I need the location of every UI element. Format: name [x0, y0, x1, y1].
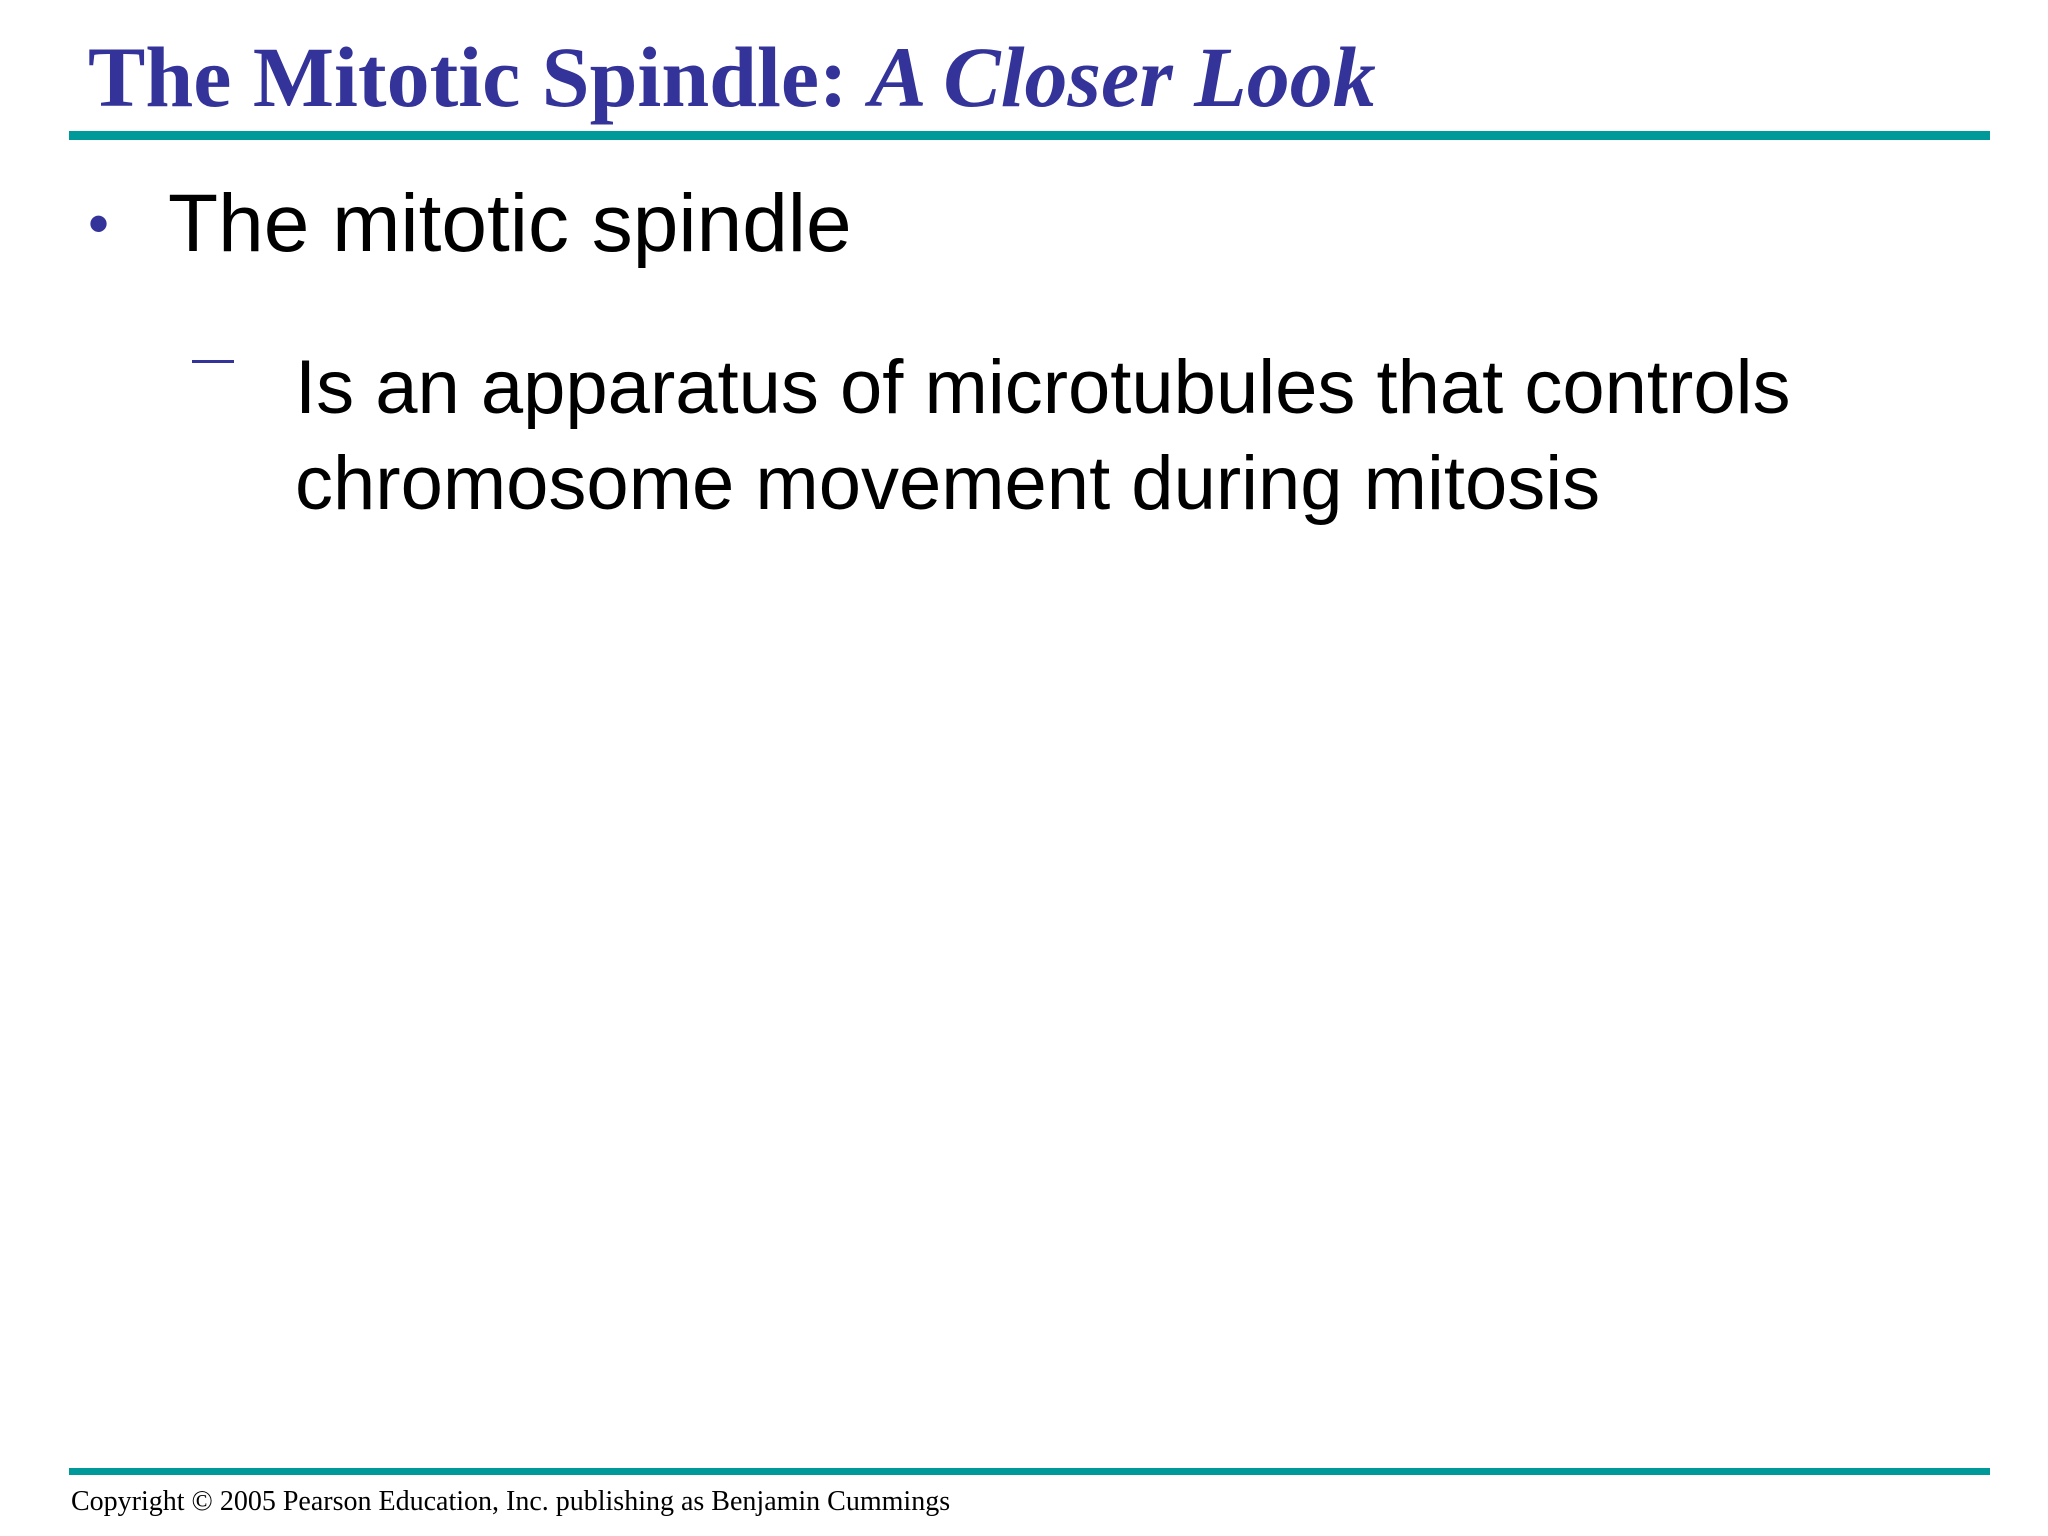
sub-bullet-text: [295, 340, 1995, 532]
copyright-text: Copyright © 2005 Pearson Education, Inc. publishing as Benjamin Cummings: [71, 1486, 951, 1517]
dash-icon: [192, 360, 234, 363]
title-main: The Mitotic Spindle:: [88, 29, 870, 125]
footer-divider: [69, 1468, 1990, 1475]
bullet-dot-icon: •: [88, 190, 110, 257]
title-italic: A Closer Look: [869, 29, 1376, 125]
title-divider: [69, 131, 1990, 140]
sub-bullet-item: [0, 340, 2048, 540]
sub-bullet-line-1: Is an apparatus of microtubules that controls: [295, 345, 1791, 430]
bullet-text: The mitotic spindle: [168, 178, 852, 269]
slide-title: [88, 22, 1376, 132]
bullet-item: [0, 170, 2048, 280]
sub-bullet-line-2: chromosome movement during mitosis: [295, 441, 1601, 526]
